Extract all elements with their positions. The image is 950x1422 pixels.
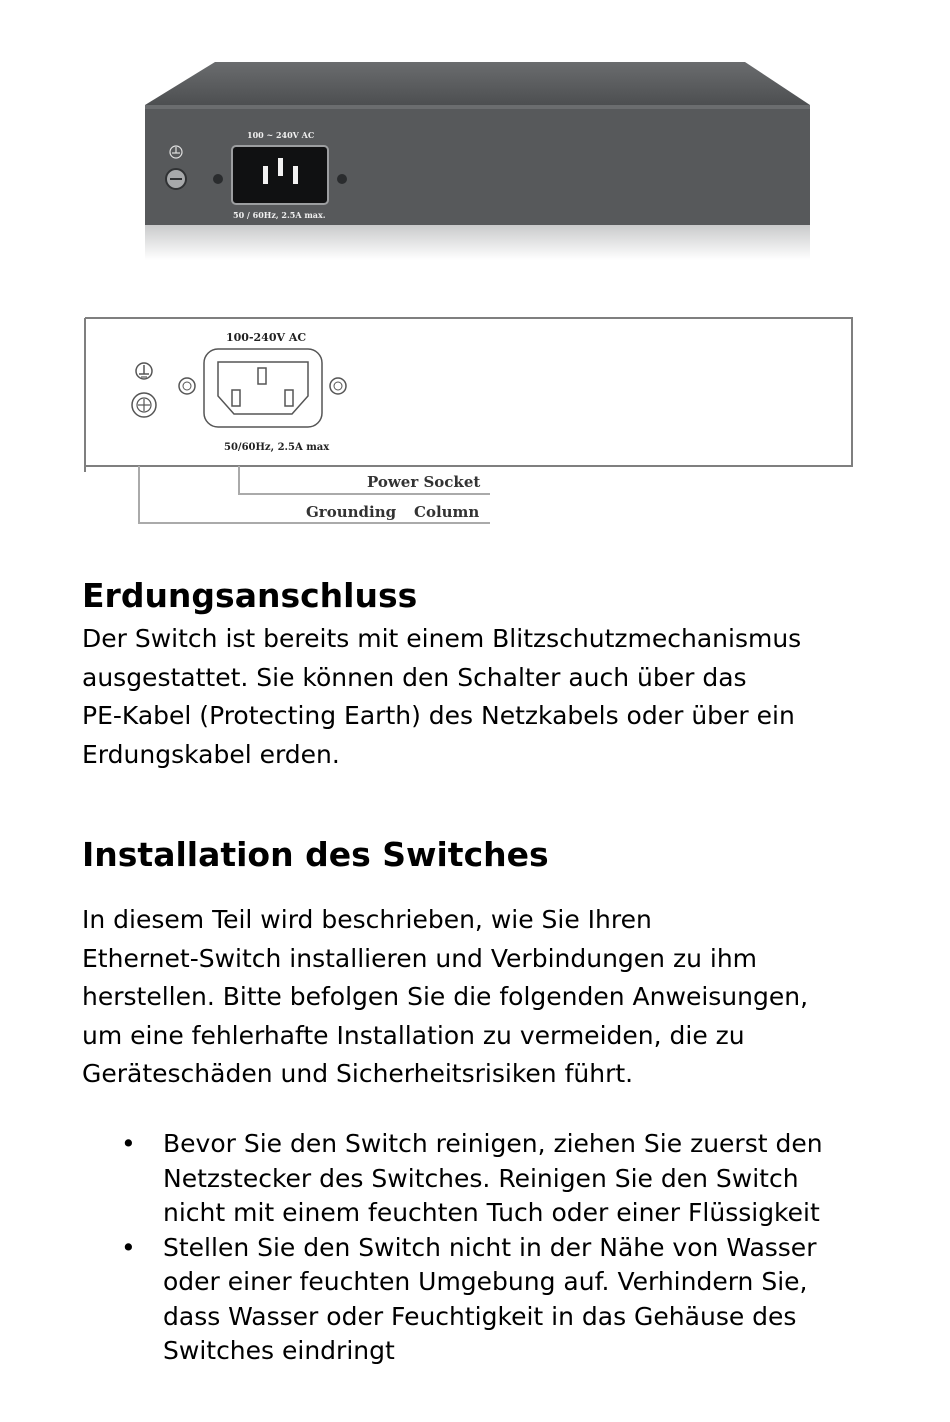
bullet-line: dass Wasser oder Feuchtigkeit in das Gehäuse des: [163, 1301, 797, 1331]
mount-screw-left: [213, 174, 223, 184]
grounding-paragraph: [82, 620, 882, 774]
list-item: [0, 1231, 950, 1369]
section-title-installation: Installation des Switches: [82, 835, 549, 874]
section-title-grounding: Erdungsanschluss: [82, 576, 418, 615]
bullet-line: nicht mit einem feuchten Tuch oder einer Flüssigkeit: [163, 1198, 820, 1227]
paragraph-line: um eine fehlerhafte Installation zu vermeiden, die zu: [82, 1020, 745, 1050]
diagram-voltage-label: 100-240V AC: [226, 331, 307, 344]
bullet-line: Switches eindringt: [163, 1336, 395, 1365]
paragraph-line: Geräteschäden und Sicherheitsrisiken führt.: [82, 1059, 634, 1088]
rear-panel-diagram: [80, 312, 870, 537]
paragraph-line: Ethernet-Switch installieren und Verbindungen zu ihm: [82, 943, 758, 973]
bullet-icon: •: [121, 1129, 136, 1158]
mount-screw-right: [337, 174, 347, 184]
paragraph-line: In diesem Teil wird beschrieben, wie Sie Ihren: [82, 905, 652, 934]
power-socket-label: Power Socket: [367, 473, 481, 491]
diagram-rating-label: 50/60Hz, 2.5A max: [224, 442, 330, 453]
diagram-screw-right: [330, 378, 346, 394]
bullet-line: Netzstecker des Switches. Reinigen Sie den Switch: [163, 1163, 799, 1193]
diagram-screw-left: [179, 378, 195, 394]
paragraph-line: PE-Kabel (Protecting Earth) des Netzkabels oder über ein: [82, 701, 795, 730]
bullet-line: Stellen Sie den Switch nicht in der Nähe von Wasser: [163, 1232, 817, 1262]
bullet-line: oder einer feuchten Umgebung auf. Verhindern Sie,: [163, 1267, 808, 1296]
chassis-top: [145, 62, 810, 105]
paragraph-line: ausgestattet. Sie können den Schalter auch über das: [82, 662, 747, 692]
photo-voltage-label: 100 ~ 240V AC: [247, 130, 315, 140]
grounding-word-label: Grounding: [306, 503, 397, 521]
paragraph-line: Der Switch ist bereits mit einem Blitzschutzmechanismus: [82, 624, 802, 653]
switch-rear-photo: [130, 50, 830, 270]
bullet-line: Bevor Sie den Switch reinigen, ziehen Sie zuerst den: [163, 1129, 823, 1158]
installation-paragraph: [82, 901, 882, 1094]
column-word-label: Column: [414, 503, 480, 521]
paragraph-line: herstellen. Bitte befolgen Sie die folgenden Anweisungen,: [82, 982, 809, 1011]
paragraph-line: Erdungskabel erden.: [82, 739, 340, 769]
photo-rating-label: 50 / 60Hz, 2.5A max.: [233, 210, 326, 220]
safety-bullet-list: [0, 1127, 950, 1369]
bullet-icon: •: [121, 1232, 136, 1262]
list-item: [0, 1127, 950, 1231]
diagram-power-inlet: [204, 349, 322, 427]
